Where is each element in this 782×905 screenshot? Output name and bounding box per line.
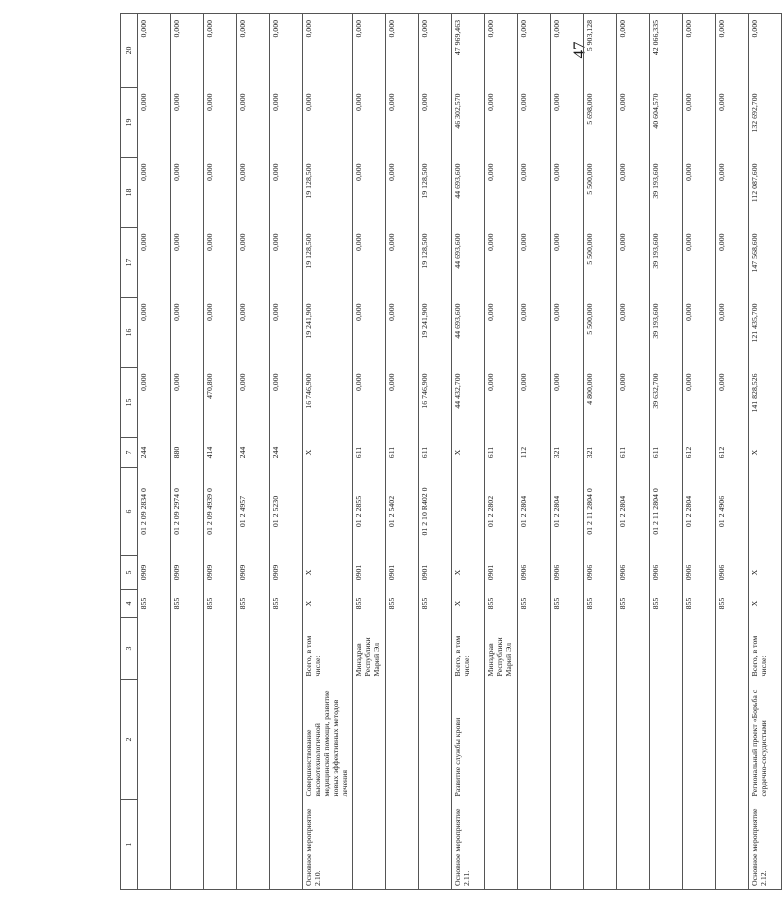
- table-cell: 855: [418, 590, 451, 618]
- table-cell: Основное мероприятие 2.10.: [303, 800, 353, 890]
- table-cell: X: [748, 590, 781, 618]
- table-cell: 855: [715, 590, 748, 618]
- table-cell: 0,000: [237, 228, 270, 298]
- table-cell: 244: [138, 438, 171, 468]
- table-cell: [385, 618, 418, 680]
- table-cell: X: [451, 556, 484, 590]
- table-cell: 0,000: [484, 298, 517, 368]
- table-cell: [138, 618, 171, 680]
- table-cell: 0,000: [237, 14, 270, 88]
- table-cell: 0,000: [385, 228, 418, 298]
- table-cell: 5 500,000: [583, 298, 616, 368]
- table-cell: [715, 618, 748, 680]
- column-header: 19: [121, 88, 138, 158]
- table-cell: 612: [682, 438, 715, 468]
- table-cell: 01 2 2802: [484, 468, 517, 556]
- table-row: [451, 14, 484, 890]
- table-cell: X: [451, 438, 484, 468]
- table-cell: [270, 800, 303, 890]
- table-row: [550, 14, 583, 890]
- table-cell: 42 066,335: [649, 14, 682, 88]
- table-cell: 0,000: [682, 298, 715, 368]
- table-cell: 0,000: [616, 298, 649, 368]
- table-cell: [616, 618, 649, 680]
- column-header: 16: [121, 298, 138, 368]
- table-cell: [171, 800, 204, 890]
- table-cell: 0,000: [204, 158, 237, 228]
- table-cell: [352, 800, 385, 890]
- table-cell: 0,000: [352, 158, 385, 228]
- table-cell: [237, 800, 270, 890]
- table-cell: X: [303, 556, 353, 590]
- table-cell: 855: [385, 590, 418, 618]
- table-cell: 0,000: [616, 228, 649, 298]
- table-cell: 44 432,700: [451, 368, 484, 438]
- table-row: [352, 14, 385, 890]
- column-header: 20: [121, 14, 138, 88]
- column-header: 6: [121, 468, 138, 556]
- table-cell: 39 632,700: [649, 368, 682, 438]
- table-cell: 0,000: [550, 298, 583, 368]
- table-row: [270, 14, 303, 890]
- table-cell: Развитие службы крови: [451, 680, 484, 800]
- table-cell: 0,000: [550, 158, 583, 228]
- table-cell: 0,000: [682, 228, 715, 298]
- table-cell: 0,000: [418, 14, 451, 88]
- table-cell: 0,000: [138, 298, 171, 368]
- table-cell: 0,000: [270, 368, 303, 438]
- table-cell: 0,000: [237, 158, 270, 228]
- table-cell: 01 2 2804: [616, 468, 649, 556]
- table-cell: [682, 800, 715, 890]
- table-cell: [583, 618, 616, 680]
- table-cell: 01 2 11 2804 0: [649, 468, 682, 556]
- table-cell: 0,000: [352, 88, 385, 158]
- table-cell: [418, 680, 451, 800]
- table-cell: 5 698,000: [583, 88, 616, 158]
- table-cell: 0901: [484, 556, 517, 590]
- table-cell: 0,000: [270, 298, 303, 368]
- table-cell: 855: [616, 590, 649, 618]
- table-cell: 855: [171, 590, 204, 618]
- table-cell: 44 693,600: [451, 298, 484, 368]
- table-cell: 0906: [550, 556, 583, 590]
- table-cell: Минздрав Республики Марий Эл: [484, 618, 517, 680]
- table-cell: 0,000: [715, 228, 748, 298]
- table-cell: 0,000: [715, 14, 748, 88]
- table-row: [237, 14, 270, 890]
- table-cell: 0,000: [385, 368, 418, 438]
- table-row: [517, 14, 550, 890]
- table-cell: 0,000: [204, 298, 237, 368]
- table-cell: 44 693,600: [451, 228, 484, 298]
- table-cell: 39 193,600: [649, 298, 682, 368]
- table-cell: 40 604,570: [649, 88, 682, 158]
- table-cell: 0906: [649, 556, 682, 590]
- page-number: 47: [569, 41, 589, 59]
- table-cell: 5 903,128: [583, 14, 616, 88]
- table-cell: [171, 618, 204, 680]
- table-cell: [352, 680, 385, 800]
- table-cell: 01 2 4906: [715, 468, 748, 556]
- table-cell: 0,000: [270, 14, 303, 88]
- table-cell: 0,000: [237, 368, 270, 438]
- table-cell: 244: [270, 438, 303, 468]
- table-cell: 0,000: [237, 88, 270, 158]
- table-cell: 5 500,000: [583, 158, 616, 228]
- column-header: 15: [121, 368, 138, 438]
- table-cell: [682, 680, 715, 800]
- table-cell: [649, 618, 682, 680]
- table-cell: 321: [550, 438, 583, 468]
- table-cell: 611: [352, 438, 385, 468]
- table-cell: 0,000: [385, 158, 418, 228]
- table-cell: 121 435,700: [748, 298, 781, 368]
- table-cell: 244: [237, 438, 270, 468]
- table-cell: [583, 680, 616, 800]
- table-cell: 01 2 5230: [270, 468, 303, 556]
- table-cell: 0,000: [484, 368, 517, 438]
- table-cell: [616, 680, 649, 800]
- table-cell: [550, 618, 583, 680]
- table-cell: 0,000: [748, 14, 781, 88]
- table-cell: 44 693,600: [451, 158, 484, 228]
- table-cell: 19 128,500: [418, 158, 451, 228]
- table-cell: [550, 800, 583, 890]
- column-header: 3: [121, 618, 138, 680]
- table-cell: 855: [484, 590, 517, 618]
- table-cell: [385, 680, 418, 800]
- table-cell: [138, 800, 171, 890]
- table-cell: [649, 800, 682, 890]
- table-cell: [682, 618, 715, 680]
- table-cell: 855: [138, 590, 171, 618]
- table-cell: 47 969,463: [451, 14, 484, 88]
- table-cell: [451, 468, 484, 556]
- table-cell: [484, 680, 517, 800]
- table-cell: Основное мероприятие 2.11.: [451, 800, 484, 890]
- table-cell: Всего, в том числе:: [303, 618, 353, 680]
- table-cell: 112 087,600: [748, 158, 781, 228]
- table-cell: 611: [385, 438, 418, 468]
- table-cell: [550, 680, 583, 800]
- table-cell: 470,800: [204, 368, 237, 438]
- table-cell: 0909: [138, 556, 171, 590]
- table-cell: [237, 680, 270, 800]
- table-cell: 0,000: [204, 14, 237, 88]
- column-header: 2: [121, 680, 138, 800]
- table-cell: [385, 800, 418, 890]
- table-cell: [171, 680, 204, 800]
- table-cell: 0,000: [204, 228, 237, 298]
- table-cell: 01 2 10 R402 0: [418, 468, 451, 556]
- table-cell: 0,000: [517, 298, 550, 368]
- table-cell: 0901: [352, 556, 385, 590]
- table-cell: 0,000: [303, 88, 353, 158]
- table-cell: 0901: [418, 556, 451, 590]
- table-cell: 611: [484, 438, 517, 468]
- table-cell: 0,000: [270, 158, 303, 228]
- column-header: 7: [121, 438, 138, 468]
- table-cell: 01 2 2804: [682, 468, 715, 556]
- table-cell: 39 193,600: [649, 228, 682, 298]
- table-cell: [204, 618, 237, 680]
- table-cell: 01 2 11 2804 0: [583, 468, 616, 556]
- table-cell: 611: [649, 438, 682, 468]
- table-row: [748, 14, 781, 890]
- table-cell: 19 128,500: [303, 158, 353, 228]
- column-header: 18: [121, 158, 138, 228]
- table-row: [171, 14, 204, 890]
- header-row: [121, 14, 138, 890]
- table-cell: [517, 680, 550, 800]
- table-cell: [303, 468, 353, 556]
- table-cell: 19 128,500: [418, 228, 451, 298]
- table-cell: 0,000: [171, 14, 204, 88]
- table-cell: 0,000: [682, 14, 715, 88]
- table-cell: 0,000: [484, 228, 517, 298]
- table-cell: 0906: [517, 556, 550, 590]
- table-cell: 16 746,900: [418, 368, 451, 438]
- table-cell: 855: [649, 590, 682, 618]
- table-cell: 0,000: [385, 298, 418, 368]
- table-row: [715, 14, 748, 890]
- table-cell: 132 692,700: [748, 88, 781, 158]
- table-cell: 0,000: [715, 368, 748, 438]
- table-cell: 147 568,600: [748, 228, 781, 298]
- table-cell: [748, 468, 781, 556]
- table-cell: 0,000: [171, 158, 204, 228]
- table-cell: 855: [352, 590, 385, 618]
- table-cell: 0,000: [616, 88, 649, 158]
- table-row: [385, 14, 418, 890]
- table-row: [204, 14, 237, 890]
- table-cell: [517, 618, 550, 680]
- table-cell: 0,000: [550, 88, 583, 158]
- table-cell: Всего, в том числе:: [451, 618, 484, 680]
- table-cell: 855: [517, 590, 550, 618]
- table-cell: 0,000: [270, 228, 303, 298]
- table-cell: 01 2 2804: [550, 468, 583, 556]
- table-cell: 0,000: [352, 14, 385, 88]
- table-cell: X: [303, 590, 353, 618]
- table-row: [682, 14, 715, 890]
- table-cell: X: [748, 438, 781, 468]
- table-cell: 0909: [204, 556, 237, 590]
- table-cell: 0,000: [352, 228, 385, 298]
- table-cell: 0909: [270, 556, 303, 590]
- table-cell: 0,000: [517, 368, 550, 438]
- budget-table: [120, 13, 782, 890]
- table-cell: [270, 618, 303, 680]
- table-cell: 612: [715, 438, 748, 468]
- table-cell: 0,000: [385, 14, 418, 88]
- table-cell: 16 746,900: [303, 368, 353, 438]
- table-cell: 0,000: [270, 88, 303, 158]
- table-cell: Основное мероприятие 2.12.: [748, 800, 781, 890]
- table-cell: 0,000: [204, 88, 237, 158]
- table-row: [649, 14, 682, 890]
- table-row: [616, 14, 649, 890]
- table-cell: 19 241,900: [418, 298, 451, 368]
- table-cell: 855: [682, 590, 715, 618]
- table-row: [583, 14, 616, 890]
- table-cell: X: [303, 438, 353, 468]
- table-cell: 0906: [715, 556, 748, 590]
- column-header: 1: [121, 800, 138, 890]
- table-cell: 4 800,000: [583, 368, 616, 438]
- table-cell: 0909: [171, 556, 204, 590]
- table-cell: 0,000: [138, 368, 171, 438]
- table-cell: 112: [517, 438, 550, 468]
- table-cell: 855: [550, 590, 583, 618]
- table-cell: 0,000: [171, 298, 204, 368]
- table-cell: [138, 680, 171, 800]
- table-cell: 0,000: [682, 88, 715, 158]
- table-cell: [649, 680, 682, 800]
- table-cell: [715, 680, 748, 800]
- rotated-table-container: [120, 14, 768, 890]
- table-cell: 0,000: [517, 158, 550, 228]
- table-cell: 0,000: [171, 88, 204, 158]
- table-cell: 611: [616, 438, 649, 468]
- table-cell: 0,000: [517, 228, 550, 298]
- table-cell: 0,000: [303, 14, 353, 88]
- table-cell: 01 2 09 4939 0: [204, 468, 237, 556]
- table-cell: Всего, в том числе:: [748, 618, 781, 680]
- table-cell: 5 500,000: [583, 228, 616, 298]
- table-cell: 855: [583, 590, 616, 618]
- table-cell: Минздрав Республики Марий Эл: [352, 618, 385, 680]
- table-cell: [270, 680, 303, 800]
- table-cell: 0,000: [237, 298, 270, 368]
- table-cell: [418, 800, 451, 890]
- table-cell: [204, 680, 237, 800]
- table-cell: 0,000: [550, 368, 583, 438]
- column-header: 4: [121, 590, 138, 618]
- table-cell: 0,000: [352, 298, 385, 368]
- table-cell: 0,000: [517, 14, 550, 88]
- table-cell: 611: [418, 438, 451, 468]
- table-cell: [583, 800, 616, 890]
- table-row: [484, 14, 517, 890]
- table-cell: 46 302,570: [451, 88, 484, 158]
- table-cell: [616, 800, 649, 890]
- table-cell: X: [451, 590, 484, 618]
- table-cell: 0,000: [138, 228, 171, 298]
- table-cell: 0901: [385, 556, 418, 590]
- table-cell: 0,000: [138, 158, 171, 228]
- table-cell: 0,000: [616, 368, 649, 438]
- table-cell: 0,000: [517, 88, 550, 158]
- table-cell: 0,000: [352, 368, 385, 438]
- table-cell: 0,000: [715, 298, 748, 368]
- table-cell: 0906: [616, 556, 649, 590]
- table-cell: 414: [204, 438, 237, 468]
- table-cell: 01 2 5402: [385, 468, 418, 556]
- table-cell: 0,000: [138, 14, 171, 88]
- table-cell: 0,000: [484, 88, 517, 158]
- table-cell: 0,000: [418, 88, 451, 158]
- table-cell: 0906: [583, 556, 616, 590]
- table-cell: 0,000: [550, 228, 583, 298]
- table-cell: [237, 618, 270, 680]
- table-cell: 0,000: [484, 158, 517, 228]
- table-row: [303, 14, 353, 890]
- table-cell: Совершенствование высокотехнологичной медицинской помощи, развитие новых эффективных методов лечения: [303, 680, 353, 800]
- table-cell: 0909: [237, 556, 270, 590]
- table-cell: 0906: [682, 556, 715, 590]
- table-cell: [418, 618, 451, 680]
- table-cell: 0,000: [138, 88, 171, 158]
- table-cell: [517, 800, 550, 890]
- table-cell: Региональный проект «Борьба с сердечно-сосудистыми: [748, 680, 781, 800]
- table-cell: 0,000: [715, 88, 748, 158]
- table-cell: 39 193,600: [649, 158, 682, 228]
- table-cell: X: [748, 556, 781, 590]
- table-cell: 01 2 4957: [237, 468, 270, 556]
- table-cell: [484, 800, 517, 890]
- table-cell: 0,000: [682, 368, 715, 438]
- table-cell: 0,000: [682, 158, 715, 228]
- table-cell: 01 2 09 2974 0: [171, 468, 204, 556]
- table-cell: 141 828,526: [748, 368, 781, 438]
- table-row: [418, 14, 451, 890]
- table-cell: 19 241,900: [303, 298, 353, 368]
- table-cell: 855: [237, 590, 270, 618]
- table-row: [138, 14, 171, 890]
- table-cell: 0,000: [550, 14, 583, 88]
- table-cell: 0,000: [171, 368, 204, 438]
- column-header: 5: [121, 556, 138, 590]
- table-cell: 01 2 2804: [517, 468, 550, 556]
- table-cell: 0,000: [484, 14, 517, 88]
- table-cell: 01 2 2855: [352, 468, 385, 556]
- table-cell: 855: [204, 590, 237, 618]
- table-body: [138, 14, 782, 890]
- table-cell: 0,000: [715, 158, 748, 228]
- table-cell: [204, 800, 237, 890]
- table-cell: 19 128,500: [303, 228, 353, 298]
- table-cell: 0,000: [171, 228, 204, 298]
- table-cell: 0,000: [616, 14, 649, 88]
- table-cell: [715, 800, 748, 890]
- table-cell: 0,000: [616, 158, 649, 228]
- table-cell: 01 2 09 2834 0: [138, 468, 171, 556]
- table-cell: 855: [270, 590, 303, 618]
- table-cell: 0,000: [385, 88, 418, 158]
- table-cell: 321: [583, 438, 616, 468]
- column-header: 17: [121, 228, 138, 298]
- table-cell: 880: [171, 438, 204, 468]
